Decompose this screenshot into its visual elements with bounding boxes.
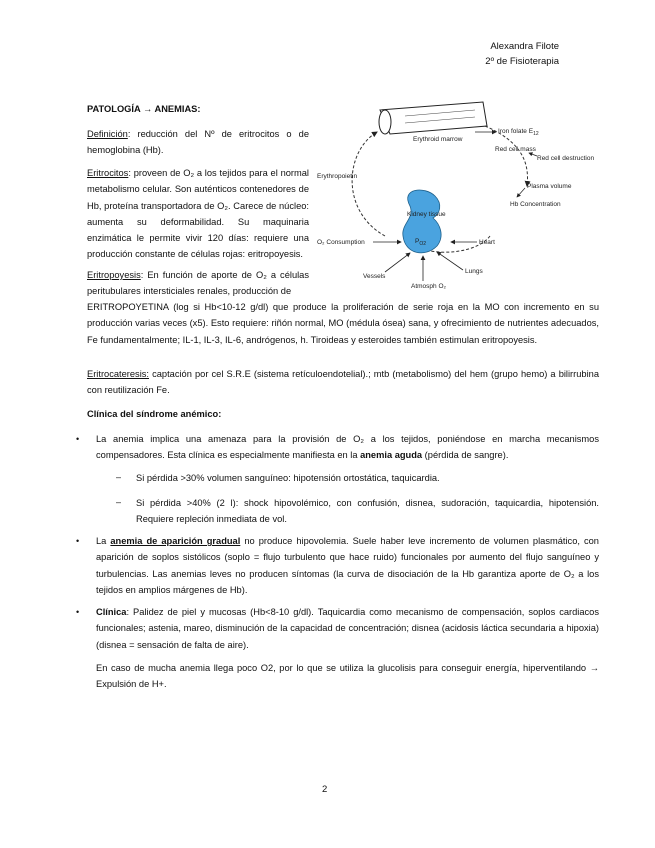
- bone-illustration: [379, 102, 487, 134]
- vessels-label: Vessels: [363, 273, 386, 280]
- definicion-paragraph: [87, 126, 309, 159]
- bullet-anemia-gradual: [96, 533, 599, 598]
- dash-item-40: Si pérdida >40% (2 l): shock hipovolémico, con confusión, disnea, sudoración, taquicardia, hipotensión. Requiere repleción inmediata de vol.: [136, 498, 599, 525]
- bullet-1-text: La anemia implica una amenaza para la provisión de O₂ a los tejidos, poniéndose en marcha mecanismos compensadores. Esta clínica es especialmente manifiesta en la: [96, 434, 599, 461]
- eritrocitos-term: Eritrocitos: [87, 168, 129, 178]
- eritropoyesis-term: Eritropoyesis: [87, 270, 141, 280]
- eritrocateresis-term: Eritrocateresis:: [87, 369, 149, 379]
- iron-label: Iron folate $E_{12}$: [498, 128, 539, 137]
- bullet-3-bold: Clínica: [96, 607, 127, 617]
- eritropoyesis-paragraph-a: [87, 267, 309, 300]
- eritropoyesis-paragraph-b: ERITROPOYETINA (log si Hb<10-12 g/dl) que produce la proliferación de serie roja en la MO con incremento en su producción varias veces (x5). Esto requiere: riñón normal, MO (médula ósea) sana, y ofrecimiento de nutrientes adecuados, Fe fundamentalmente; IL-1, IL-3, IL-6, andrógenos, h. Tiroideas y esteroides también estimulan eritropoyesis.: [87, 302, 599, 345]
- heart-label: Heart: [479, 239, 495, 246]
- dash-marker: –: [116, 497, 122, 507]
- erythroid-marrow-label: Erythroid marrow: [413, 136, 463, 143]
- bullet-clinica: [96, 604, 599, 653]
- bullet-3-tail: : Palidez de piel y mucosas (Hb<8-10 g/dl). Taquicardia como mecanismo de compensación, soplos cardiacos funcionales; astenia, mareo, disminución de la capacidad de concentración; disnea (acidosis láctica secundaria a hipoxia) (disnea = sensación de falta de aire).: [96, 607, 599, 650]
- eritrocitos-text: : proveen de O₂ a los tejidos para el normal metabolismo celular. Son auténticos contenedores de Hb, proteína transportadora de O₂. Carece de núcleo: aumenta su deformabilidad. Su maquinaria enzimática le permite vivir 120 días: requiere una producción constante de células rojas: eritropoyesis.: [87, 168, 309, 260]
- definicion-term: Definición: [87, 129, 128, 139]
- eritrocateresis-text: captación por cel S.R.E (sistema retículoendotelial).; mtb (metabolismo) del hem (grupo hemo) a bilirrubina con reutilización Fe.: [87, 369, 599, 396]
- atmosph-label: Atmosph O₂: [411, 283, 447, 290]
- eritropoyesis-text-a: : En función de aporte de O₂ a células peritubulares intersticiales renales, producción de: [87, 270, 309, 297]
- cycle-arrow-right: [485, 126, 528, 186]
- erythropoiesis-diagram: [315, 96, 600, 291]
- o2-consumption-label: O₂ Consumption: [317, 239, 365, 246]
- red-cell-destruction-label: Red cell destruction: [537, 155, 595, 162]
- bullet-2-bold: anemia de aparición gradual: [110, 536, 241, 546]
- vessels-arrow: [385, 253, 410, 272]
- bullet-marker: •: [76, 434, 80, 444]
- page-title: PATOLOGÍA → ANEMIAS:: [87, 104, 201, 114]
- header-author: Alexandra Filote: [490, 41, 559, 52]
- dash-item-30: Si pérdida >30% volumen sanguíneo: hipotensión ortostática, taquicardia.: [136, 473, 440, 483]
- bullet-1-tail: (pérdida de sangre).: [422, 450, 509, 461]
- definicion-text: : reducción del Nº de eritrocitos o de hemoglobina (Hb).: [87, 129, 309, 156]
- bullet-marker: •: [76, 607, 80, 617]
- clinica-title: Clínica del síndrome anémico:: [87, 409, 222, 419]
- header-course: 2º de Fisioterapia: [485, 56, 559, 67]
- bullet-2-tail: no produce hipovolemia. Suele haber leve incremento de volumen plasmático, con aparición de soplos sistólicos (soplo = flujo turbulento que hace ruido) funcionales por aumento del flujo sanguíneo y turbulencias. Las anemias leves no producen síntomas (la curva de disociación de la Hb garantiza aporte de O₂ a los tejidos en amplios márgenes de Hb).: [96, 536, 599, 595]
- hb-concentration-label: Hb Concentration: [510, 201, 561, 208]
- dash-marker: –: [116, 472, 122, 482]
- clinica-extra-paragraph: En caso de mucha anemia llega poco O2, por lo que se utiliza la glucolisis para conseguir energía, hiperventilando → Expulsión de H+.: [96, 663, 599, 690]
- bullet-2-text: La: [96, 536, 111, 546]
- page-number: 2: [322, 784, 328, 795]
- lungs-arrow: [437, 252, 463, 270]
- po2-label: $P_{O2}$: [415, 238, 427, 247]
- cycle-arrow-left: [352, 132, 385, 236]
- plasma-arrow: [517, 188, 525, 197]
- bullet-marker: •: [76, 536, 80, 546]
- kidney-tissue-label: Kidney tissue: [407, 211, 446, 218]
- lungs-label: Lungs: [465, 268, 483, 275]
- erythropoietin-label: Erythropoietin: [317, 173, 358, 180]
- plasma-volume-label: Plasma volume: [527, 183, 572, 190]
- bullet-1-bold: anemia aguda: [360, 450, 423, 461]
- bullet-anemia-aguda: [96, 431, 599, 464]
- eritrocitos-paragraph: [87, 165, 309, 263]
- eritrocateresis-paragraph: [87, 366, 599, 399]
- red-cell-mass-label: Red cell mass: [495, 146, 536, 153]
- destruction-arrow: [529, 153, 537, 156]
